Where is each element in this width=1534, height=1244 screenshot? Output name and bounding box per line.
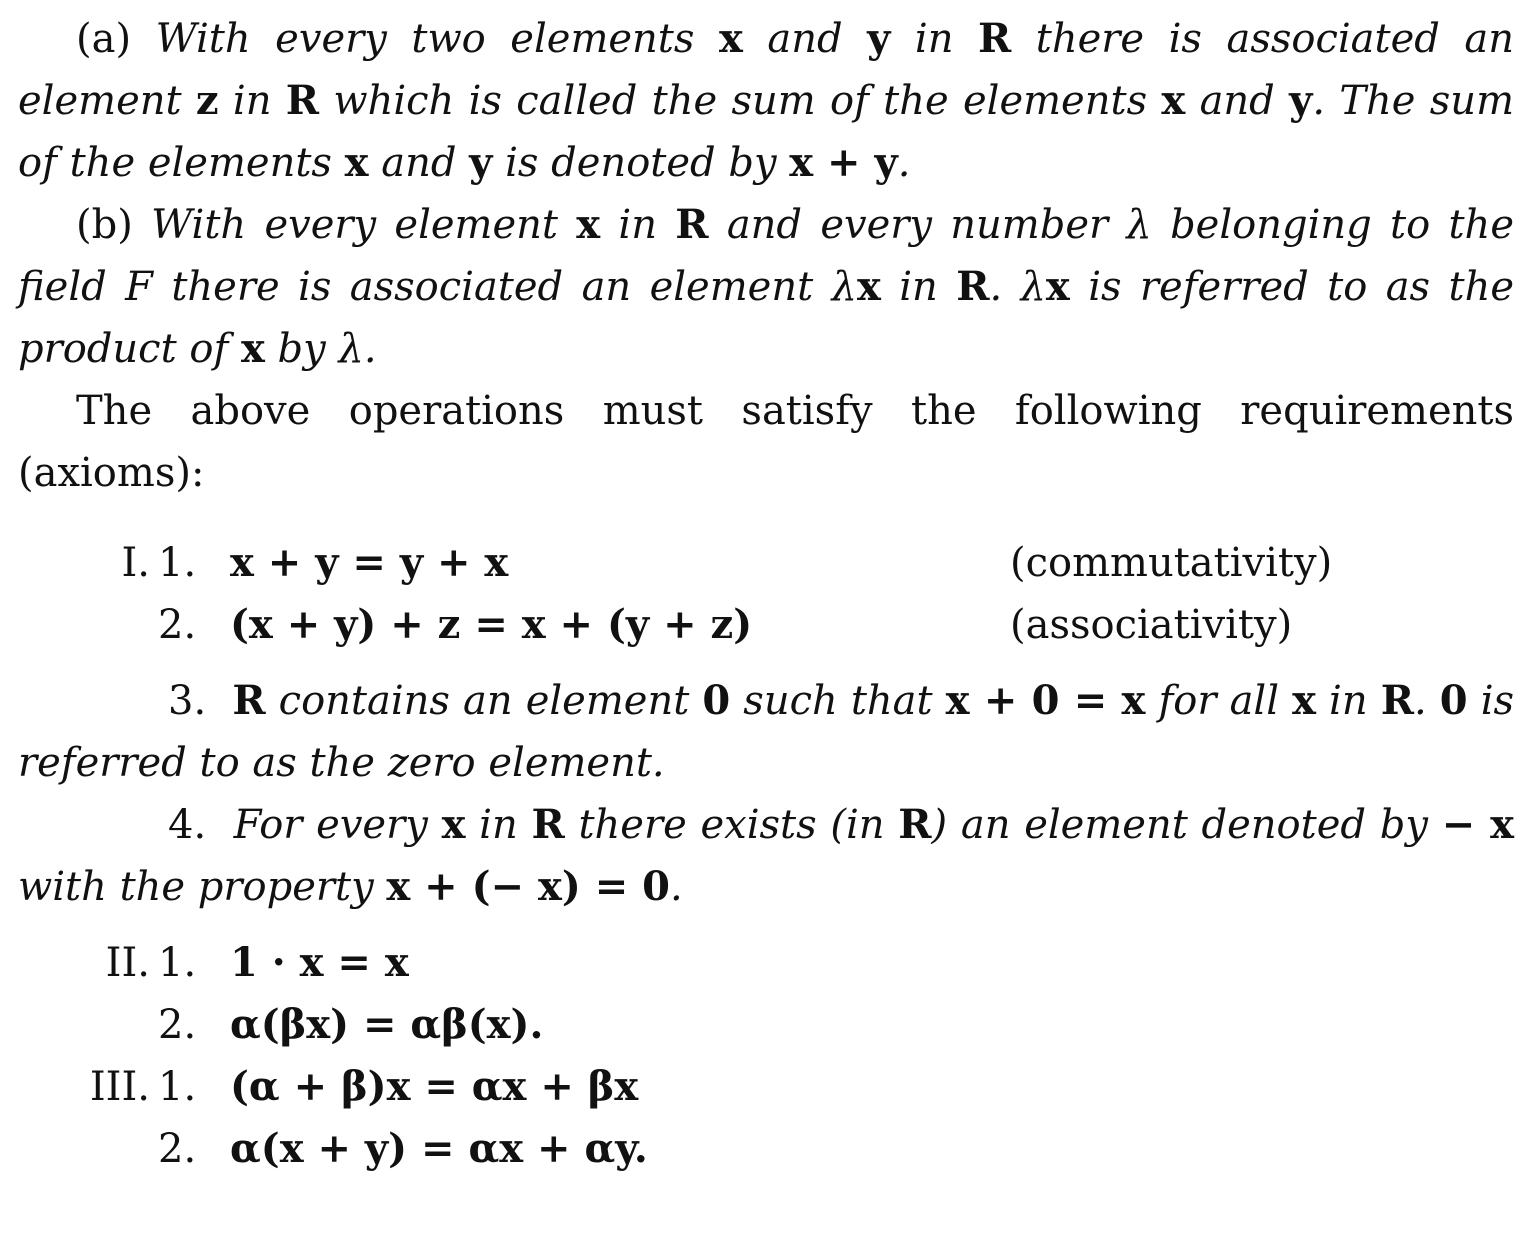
axiom-group-label: I.: [121, 540, 150, 586]
axiom-row: [18, 532, 1514, 594]
text: contains an element: [265, 678, 703, 724]
math-formula: x + y: [789, 139, 898, 186]
axiom-row: [18, 1056, 1514, 1118]
axiom-number: 4.: [168, 802, 207, 848]
axioms-group-I: [18, 532, 1514, 656]
axiom-formula: x + y = y + x: [230, 539, 509, 586]
math-y: y: [469, 139, 493, 186]
axiom-name: (commutativity): [1010, 540, 1333, 586]
math-R: R: [898, 801, 932, 848]
text: and every number λ belonging to the field F there is associated an element λ: [18, 202, 1514, 310]
math-x: x: [344, 139, 369, 186]
math-R: R: [956, 263, 990, 310]
math-x: x: [1045, 263, 1070, 310]
math-x: x: [1292, 677, 1316, 724]
text: and: [368, 140, 470, 186]
axiom-row: [18, 594, 1514, 656]
text: .: [669, 864, 683, 910]
text: is referred to as the zero element.: [18, 678, 1515, 786]
text: and: [1185, 78, 1290, 124]
text: in: [1315, 678, 1381, 724]
axiom-row: [18, 932, 1514, 994]
axiom-number: 2.: [158, 1002, 197, 1048]
text: for all: [1145, 678, 1293, 724]
text: in: [218, 78, 286, 124]
text: by λ.: [264, 326, 377, 372]
axiom-I3: [18, 670, 1514, 794]
text: which is called the sum of the elements: [319, 78, 1162, 124]
axiom-number: 1.: [158, 940, 197, 986]
math-y: y: [867, 15, 891, 62]
text: and: [742, 16, 868, 62]
text: is denoted by: [492, 140, 790, 186]
axiom-formula: (x + y) + z = x + (y + z): [230, 601, 753, 648]
page-content: [18, 8, 1514, 1180]
spacer: [18, 504, 1514, 532]
math-zero: 0: [702, 677, 731, 724]
axioms-intro: The above operations must satisfy the following requirements (axioms):: [18, 388, 1514, 496]
axiom-number: 1.: [158, 1064, 197, 1110]
axiom-formula: α(βx) = αβ(x).: [230, 1001, 544, 1048]
axiom-row: [18, 1118, 1514, 1180]
text: such that: [730, 678, 946, 724]
text: With every two elements: [131, 16, 719, 62]
text: in: [880, 264, 957, 310]
text: is referred to as the product of: [18, 264, 1514, 372]
axiom-group-label: III.: [89, 1064, 150, 1110]
math-x: x: [576, 201, 601, 248]
text: with the property: [18, 864, 387, 910]
axiom-row: [18, 994, 1514, 1056]
math-formula: x + (− x) = 0: [386, 863, 670, 910]
math-x: x: [1161, 77, 1186, 124]
math-x: x: [718, 15, 743, 62]
axiom-group-label: II.: [105, 940, 150, 986]
axiom-number: 2.: [158, 1126, 197, 1172]
label-b: (b): [76, 202, 133, 248]
math-z: z: [195, 77, 219, 124]
text: . The sum of the elements: [18, 78, 1515, 186]
text: in: [465, 802, 532, 848]
paragraph-a: [18, 8, 1514, 194]
label-a: (a): [76, 16, 132, 62]
math-R: R: [232, 677, 266, 724]
axiom-name: (associativity): [1010, 602, 1293, 648]
text: For every: [233, 802, 442, 848]
axioms-group-III: [18, 1056, 1514, 1180]
math-y: y: [1289, 77, 1313, 124]
axiom-number: 3.: [168, 678, 207, 724]
axiom-number: 2.: [158, 602, 197, 648]
math-R: R: [1380, 677, 1414, 724]
spacer: [18, 656, 1514, 670]
math-R: R: [978, 15, 1012, 62]
text: in: [890, 16, 978, 62]
math-R: R: [675, 201, 709, 248]
paragraph-b: [18, 194, 1514, 380]
axiom-I4: [18, 794, 1514, 918]
spacer: [18, 918, 1514, 932]
axiom-formula: 1 · x = x: [230, 939, 409, 986]
axiom-formula: (α + β)x = αx + βx: [230, 1063, 639, 1110]
text: .: [897, 140, 911, 186]
math-neg-x: − x: [1441, 801, 1514, 848]
math-R: R: [531, 801, 565, 848]
math-x: x: [856, 263, 881, 310]
math-x: x: [441, 801, 466, 848]
text: there exists (in: [564, 802, 899, 848]
text: .: [1413, 678, 1440, 724]
axioms-group-II: [18, 932, 1514, 1056]
math-formula: x + 0 = x: [945, 677, 1146, 724]
text: With every element: [132, 202, 577, 248]
text: ) an element denoted by: [931, 802, 1442, 848]
text: . λ: [989, 264, 1046, 310]
math-x: x: [240, 325, 265, 372]
math-R: R: [285, 77, 320, 124]
axiom-formula: α(x + y) = αx + αy.: [230, 1125, 648, 1172]
axiom-number: 1.: [158, 540, 197, 586]
math-zero: 0: [1439, 677, 1468, 724]
text: in: [600, 202, 676, 248]
text: there is associated an element: [18, 16, 1515, 124]
